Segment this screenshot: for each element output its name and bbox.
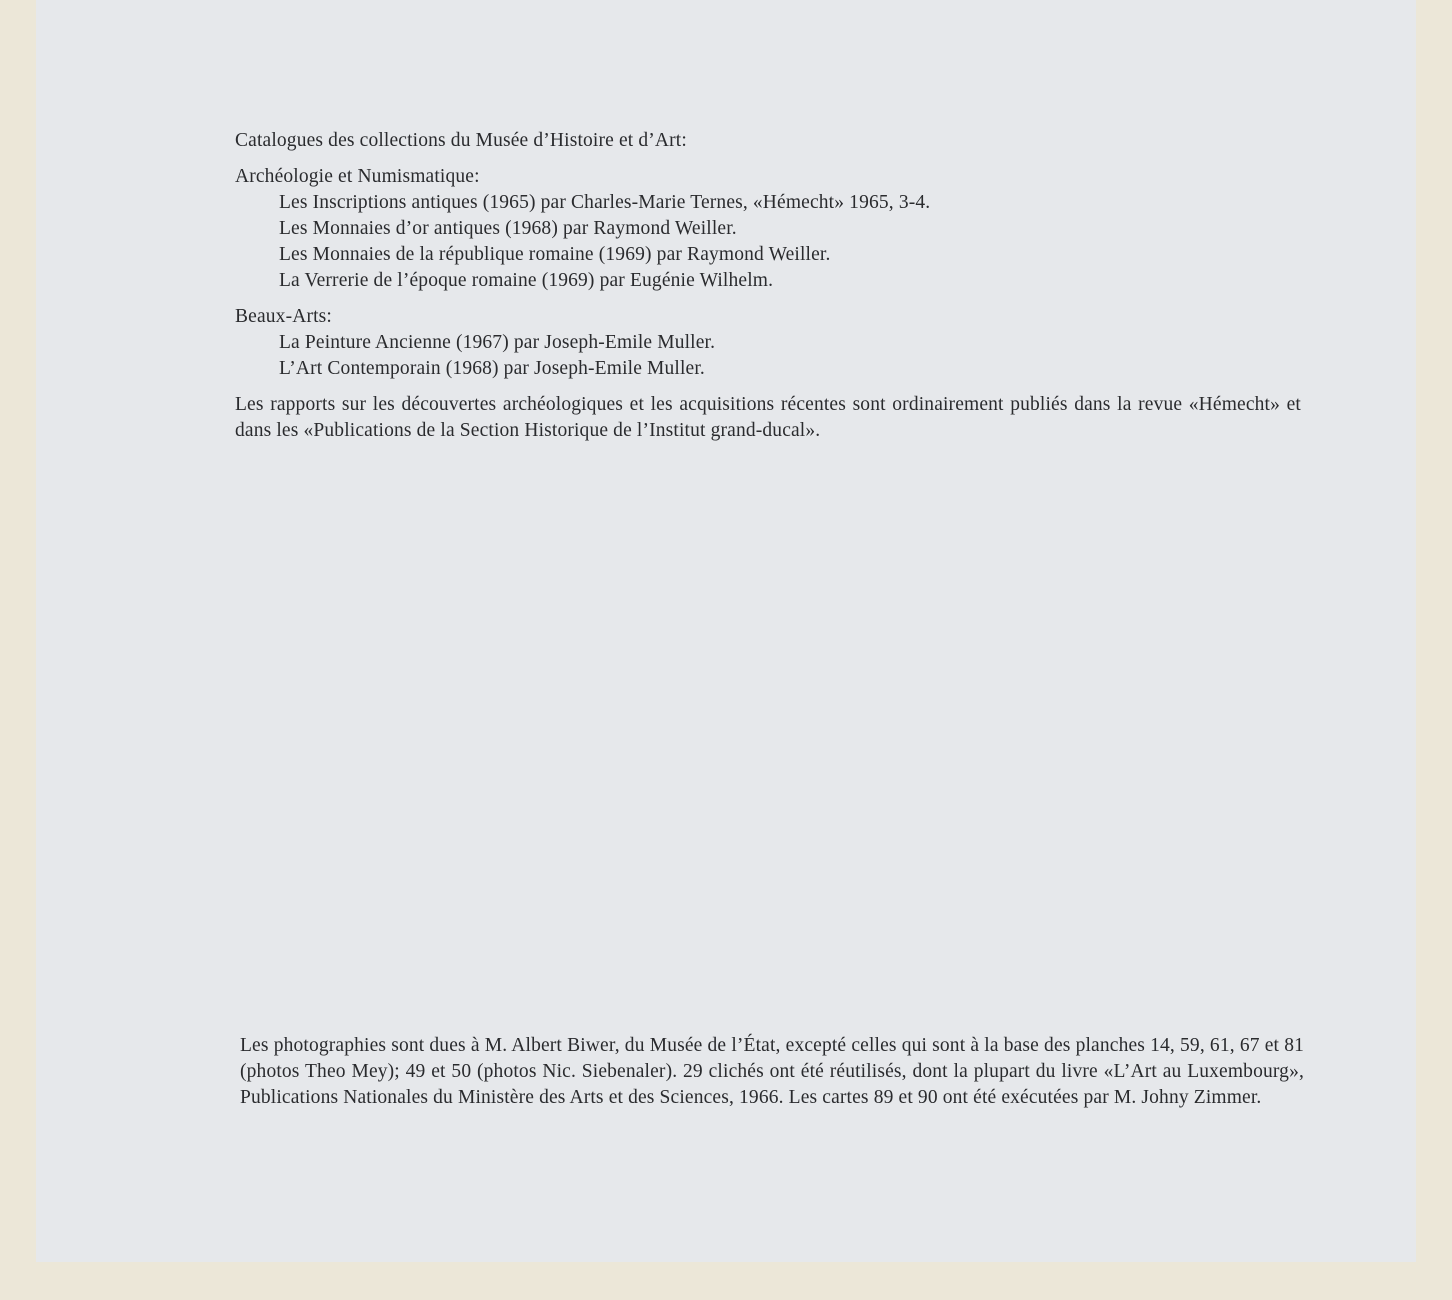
photo-credits-paragraph: Les photographies sont dues à M. Albert Biwer, du Musée de l’État, excepté celles qui sont à la base des planches 14, 59, 61, 67 et 81 (photos Theo Mey); 49 et 50 (photos Nic. Siebenaler). 29 clichés ont été réutilisés, dont la plupart du livre «L’Art au Luxembourg», Publications Nationales du Ministère des Arts et des Sciences, 1966. Les cartes 89 et 90 ont été exécutées par M. Johny Zimmer.	[240, 1035, 1304, 1108]
beaux-arts-heading: Beaux-Arts:	[235, 306, 332, 327]
catalogues-section	[235, 128, 1301, 444]
catalogue-entry: Les Monnaies de la république romaine (1969) par Raymond Weiller.	[279, 244, 831, 265]
rapports-paragraph: Les rapports sur les découvertes archéologiques et les acquisitions récentes sont ordinairement publiés dans la revue «Hémecht» et dans les «Publications de la Section Historique de l’Institut grand-ducal».	[235, 394, 1301, 441]
archeologie-heading: Archéologie et Numismatique:	[235, 166, 480, 187]
catalogue-entry: Les Monnaies d’or antiques (1968) par Raymond Weiller.	[279, 218, 737, 239]
photo-credits-section	[240, 1033, 1304, 1111]
catalogue-entry: Les Inscriptions antiques (1965) par Charles-Marie Ternes, «Hémecht» 1965, 3-4.	[279, 192, 931, 213]
catalogue-entry: La Peinture Ancienne (1967) par Joseph-Emile Muller.	[279, 332, 716, 353]
catalogue-entry: L’Art Contemporain (1968) par Joseph-Emile Muller.	[279, 358, 705, 379]
catalogues-intro: Catalogues des collections du Musée d’Histoire et d’Art:	[235, 130, 687, 151]
catalogue-entry: La Verrerie de l’époque romaine (1969) par Eugénie Wilhelm.	[279, 270, 774, 291]
